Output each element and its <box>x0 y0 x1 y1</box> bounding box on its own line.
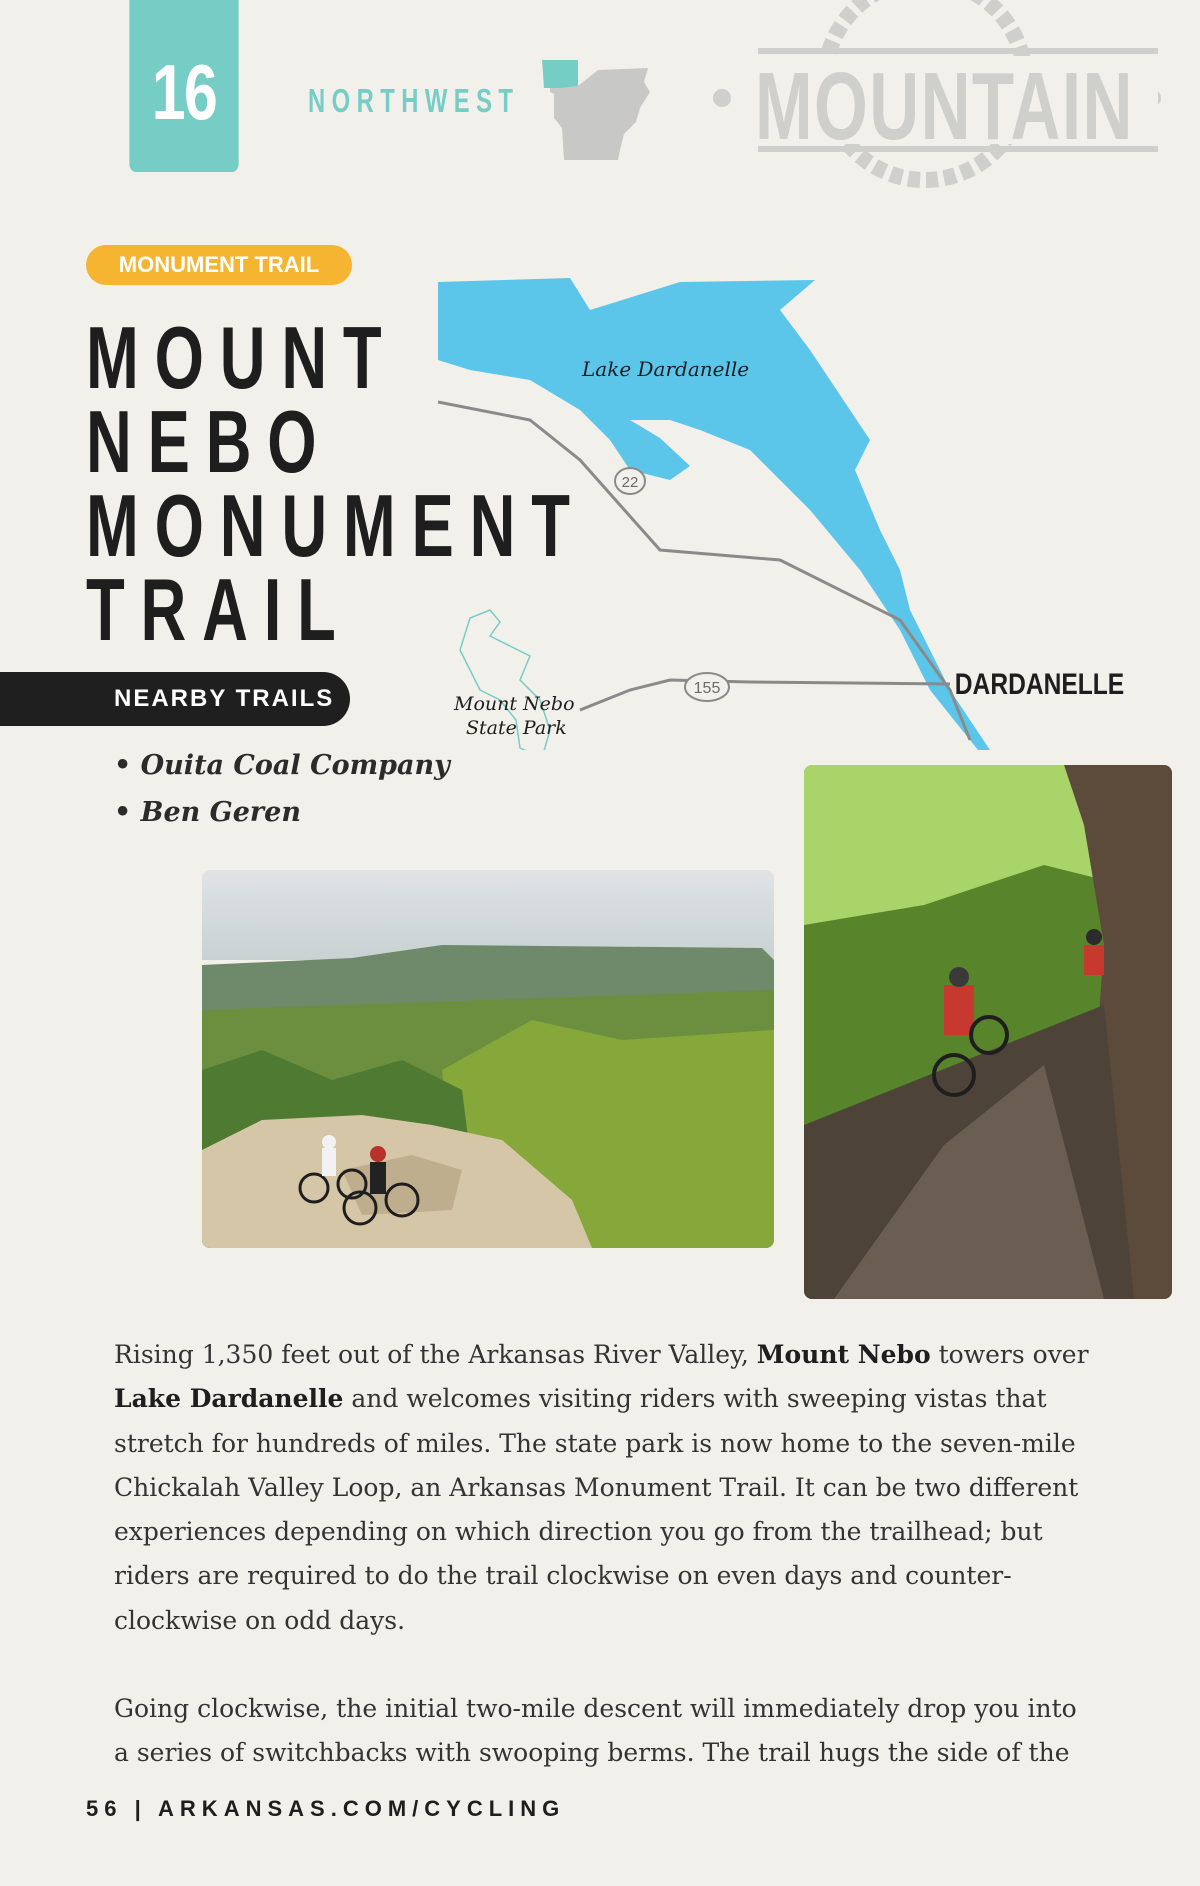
bold-term: Lake Dardanelle <box>114 1384 344 1414</box>
nearby-trails-list <box>114 742 450 836</box>
article-body <box>114 1333 1094 1820</box>
bold-term: Mount Nebo <box>756 1340 931 1369</box>
paragraph: Rising 1,350 feet out of the Arkansas River Valley, Mount Nebo towers over Lake Dardanelle and welcomes visiting riders with sweeping vistas that stretch for hundreds of miles. The state park is now home to the seven-mile Chickalah Valley Loop, an Arkansas Monument Trail. It can be two different experiences depending on which direction you go from the trailhead; but riders are required to do the trail clockwise on even days and counter-clockwise on odd days. <box>114 1340 1089 1635</box>
city-label: DARDANELLE <box>954 666 1125 701</box>
route-155-label: 155 <box>693 680 721 697</box>
paragraph: Going clockwise, the initial two-mile descent will immediately drop you into a series of switchbacks with swooping berms. The trail hugs the side of the <box>114 1694 1077 1768</box>
route-22-label: 22 <box>621 474 639 491</box>
title-line: NEBO <box>86 392 333 491</box>
title-line: MOUNT <box>86 308 398 407</box>
chapter-number-tab: 16 <box>129 0 238 172</box>
descent-photo <box>804 765 1172 1299</box>
badge-label: MOUNTAIN <box>755 53 1134 160</box>
trail-type-pill: MONUMENT TRAIL <box>86 245 352 285</box>
trail-location-map <box>430 270 1130 750</box>
list-item: • Ben Geren <box>114 797 301 828</box>
park-label-line1: Mount Nebo <box>454 693 575 715</box>
title-line: TRAIL <box>86 560 352 659</box>
arkansas-state-icon <box>540 58 660 162</box>
nearby-trails-heading: NEARBY TRAILS <box>0 672 350 726</box>
park-label-line2: State Park <box>466 717 567 739</box>
lake-label: Lake Dardanelle <box>582 357 750 381</box>
page-title <box>86 308 586 659</box>
overlook-photo <box>202 870 774 1248</box>
list-item: • Ouita Coal Company <box>114 750 450 781</box>
highway-155-road <box>580 680 950 710</box>
page-footer: 56 | ARKANSAS.COM/CYCLING <box>86 1796 566 1821</box>
region-label: NORTHWEST <box>308 82 520 119</box>
title-line: MONUMENT <box>86 476 586 575</box>
